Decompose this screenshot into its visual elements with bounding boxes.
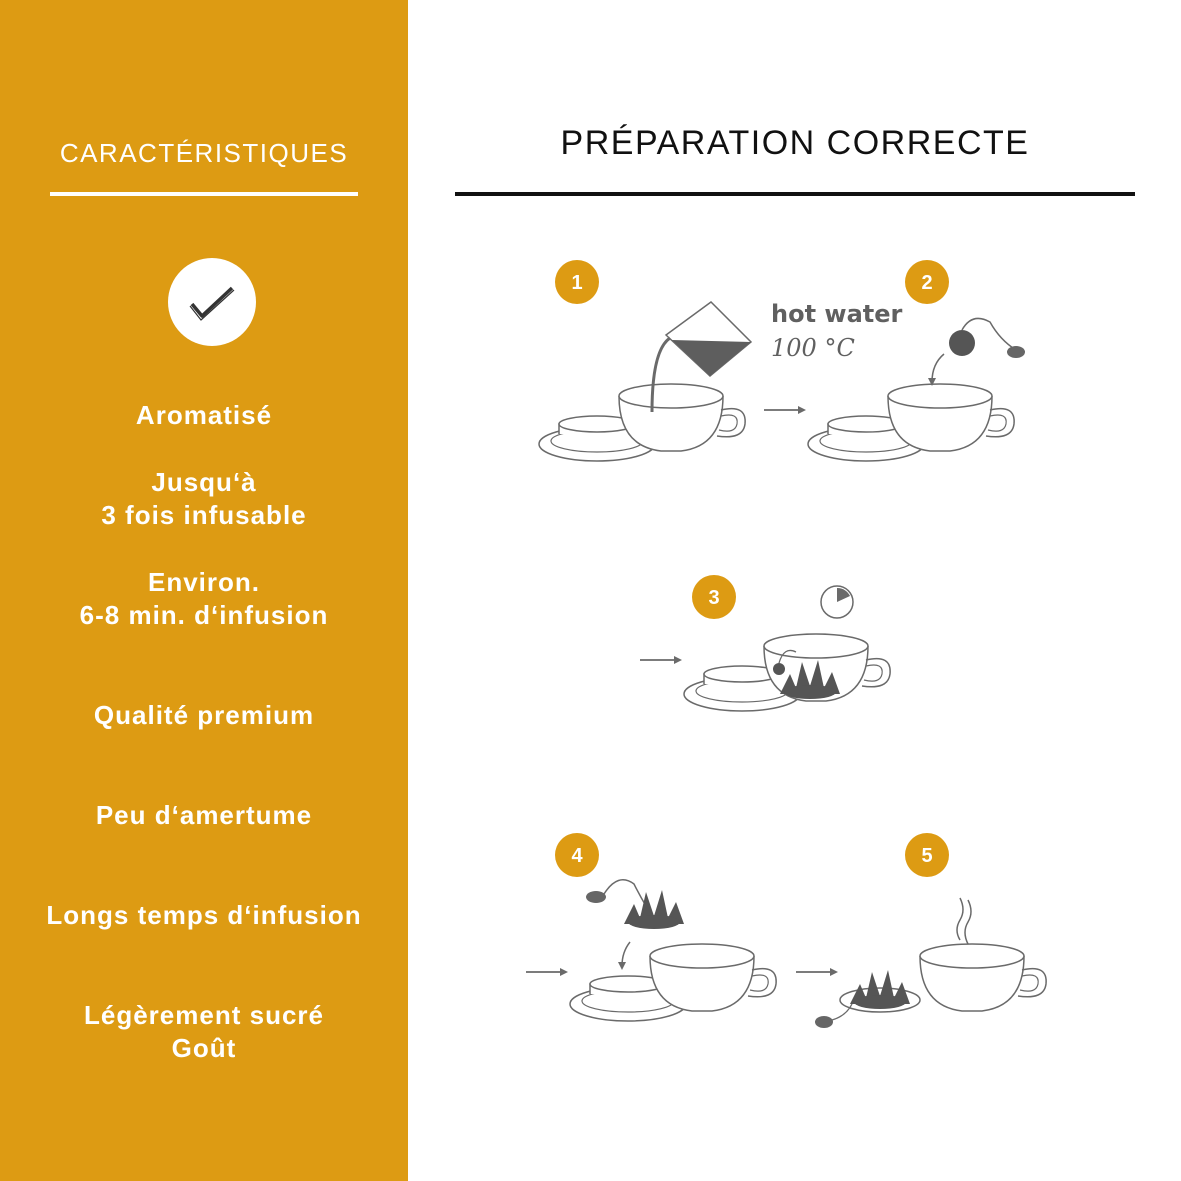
step-5-number: 5	[921, 845, 933, 867]
feature-quality: Qualité premium	[93, 700, 315, 730]
timer-icon	[821, 586, 853, 618]
feature-flavoured: Aromatisé	[135, 400, 273, 430]
step-5	[796, 833, 1046, 1028]
feature-long-steeping: Longs temps d‘infusion	[46, 900, 362, 930]
step-1-number: 1	[571, 272, 583, 294]
cup-icon	[920, 944, 1046, 1011]
hot-water-label: hot water	[771, 300, 903, 328]
step-4	[526, 833, 776, 1021]
tea-flower-ball-icon	[928, 318, 1025, 386]
feature-infusions: Jusqu‘à 3 fois infusable	[101, 467, 307, 530]
step-4-number: 4	[571, 845, 583, 867]
steam-icon	[957, 898, 971, 944]
arrow-right-icon	[796, 968, 838, 976]
arrow-right-icon	[526, 968, 568, 976]
arrow-right-icon	[640, 656, 682, 664]
step-3-number: 3	[708, 587, 720, 609]
cup-icon	[619, 384, 745, 451]
checkmark-icon	[168, 258, 256, 346]
page-title: PRÉPARATION CORRECTE	[560, 124, 1030, 162]
step-3	[640, 575, 890, 711]
feature-bitterness: Peu d‘amertume	[95, 800, 313, 830]
sidebar-title: CARACTÉRISTIQUES	[59, 138, 349, 168]
temperature-label: 100 °C	[771, 334, 855, 362]
saucer-with-flower-icon	[815, 970, 920, 1028]
preparation-steps	[408, 0, 1181, 1181]
sidebar-divider	[50, 192, 358, 196]
cup-icon	[888, 384, 1014, 451]
step-2-number: 2	[921, 272, 933, 294]
features-sidebar	[0, 0, 408, 1181]
arrow-right-icon	[764, 406, 806, 414]
cup-icon	[650, 944, 776, 1011]
feature-taste: Légèrement sucré Goût	[84, 1000, 324, 1063]
feature-steep-time: Environ. 6-8 min. d‘infusion	[79, 567, 329, 630]
